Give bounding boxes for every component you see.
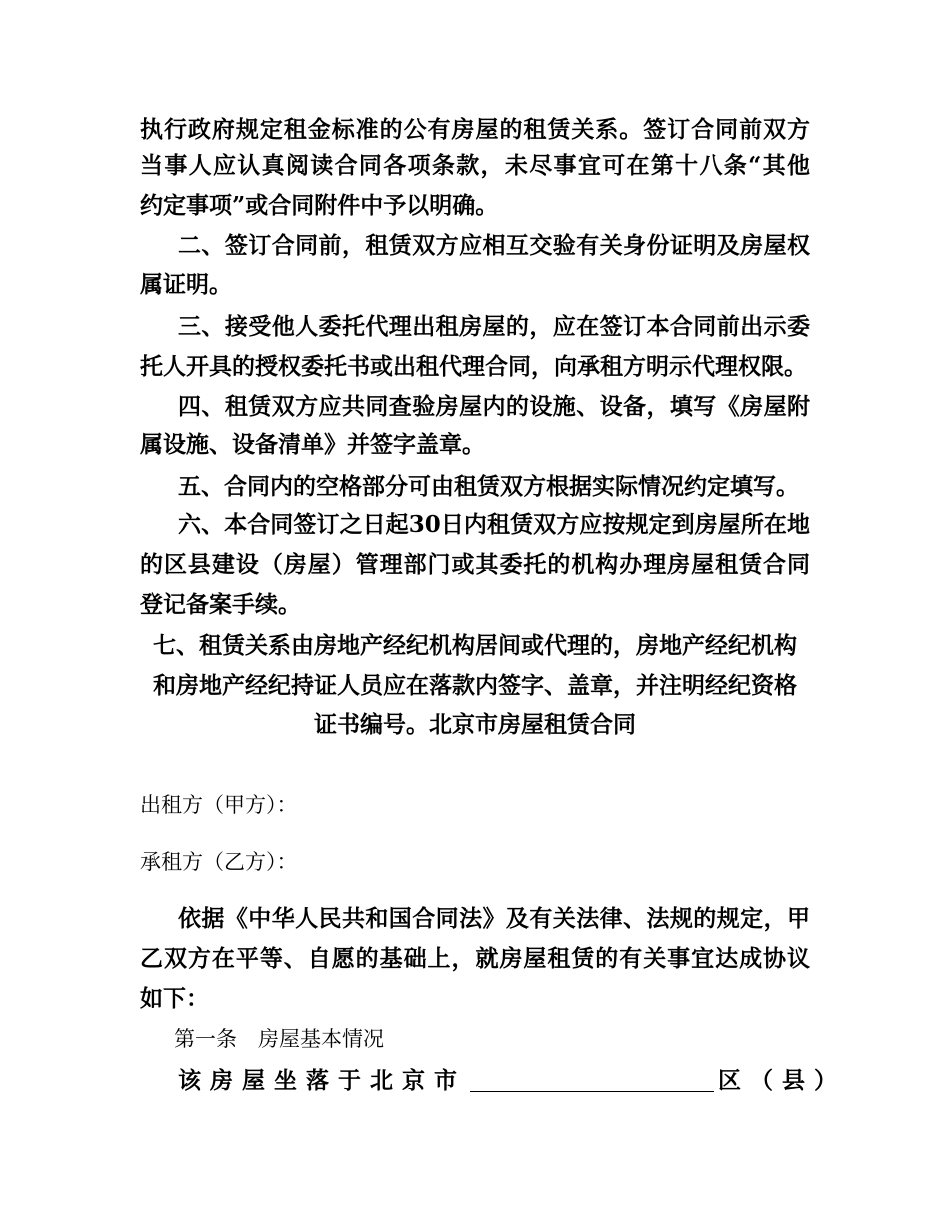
clause-3-line: 托人开具的授权委托书或出租代理合同，向承租方明示代理权限。: [140, 353, 807, 380]
preamble-line: 如下：: [140, 985, 209, 1012]
district-blank[interactable]: [470, 1067, 714, 1092]
paragraph-line: 约定事项”或合同附件中予以明确。: [140, 192, 499, 219]
clause-6-line: 登记备案手续。: [140, 591, 301, 618]
clause-2-line: 属证明。: [140, 271, 232, 298]
address-prefix: 该房屋坐落于北京市: [178, 1067, 466, 1094]
address-suffix: 区（县）: [718, 1067, 846, 1094]
paragraph-line: 当事人应认真阅读合同各项条款，未尽事宜可在第十八条“其他: [140, 152, 810, 179]
paragraph-line: 执行政府规定租金标准的公有房屋的租赁关系。签订合同前双方: [140, 116, 810, 143]
clause-4-line: 属设施、设备清单》并签字盖章。: [140, 431, 485, 458]
clause-7-line: 和房地产经纪持证人员应在落款内签字、盖章，并注明经纪资格: [153, 672, 797, 699]
clause-6-line: 的区县建设（房屋）管理部门或其委托的机构办理房屋租赁合同: [140, 551, 810, 578]
preamble-line: 依据《中华人民共和国合同法》及有关法律、法规的规定，甲: [178, 905, 810, 932]
contract-title: 证书编号。北京市房屋租赁合同: [314, 711, 636, 738]
address-line: [178, 1066, 846, 1096]
clause-7-line: 七、租赁关系由房地产经纪机构居间或代理的，房地产经纪机构: [153, 632, 797, 659]
clause-4-line: 四、租赁双方应共同查验房屋内的设施、设备，填写《房屋附: [178, 393, 810, 420]
clause-2-line: 二、签订合同前，租赁双方应相互交验有关身份证明及房屋权: [178, 232, 810, 259]
lessee-label: 承租方（乙方）：: [140, 850, 298, 874]
clause-3-line: 三、接受他人委托代理出租房屋的，应在签订本合同前出示委: [178, 313, 810, 340]
preamble-line: 乙双方在平等、自愿的基础上，就房屋租赁的有关事宜达成协议: [140, 945, 810, 972]
clause-5-line: 五、合同内的空格部分可由租赁双方根据实际情况约定填写。: [178, 473, 799, 500]
clause-6-line: 六、本合同签订之日起30日内租赁双方应按规定到房屋所在地: [178, 511, 810, 538]
article-1-heading: 第一条 房屋基本情况: [174, 1027, 384, 1051]
lessor-label: 出租方（甲方）：: [140, 793, 298, 817]
